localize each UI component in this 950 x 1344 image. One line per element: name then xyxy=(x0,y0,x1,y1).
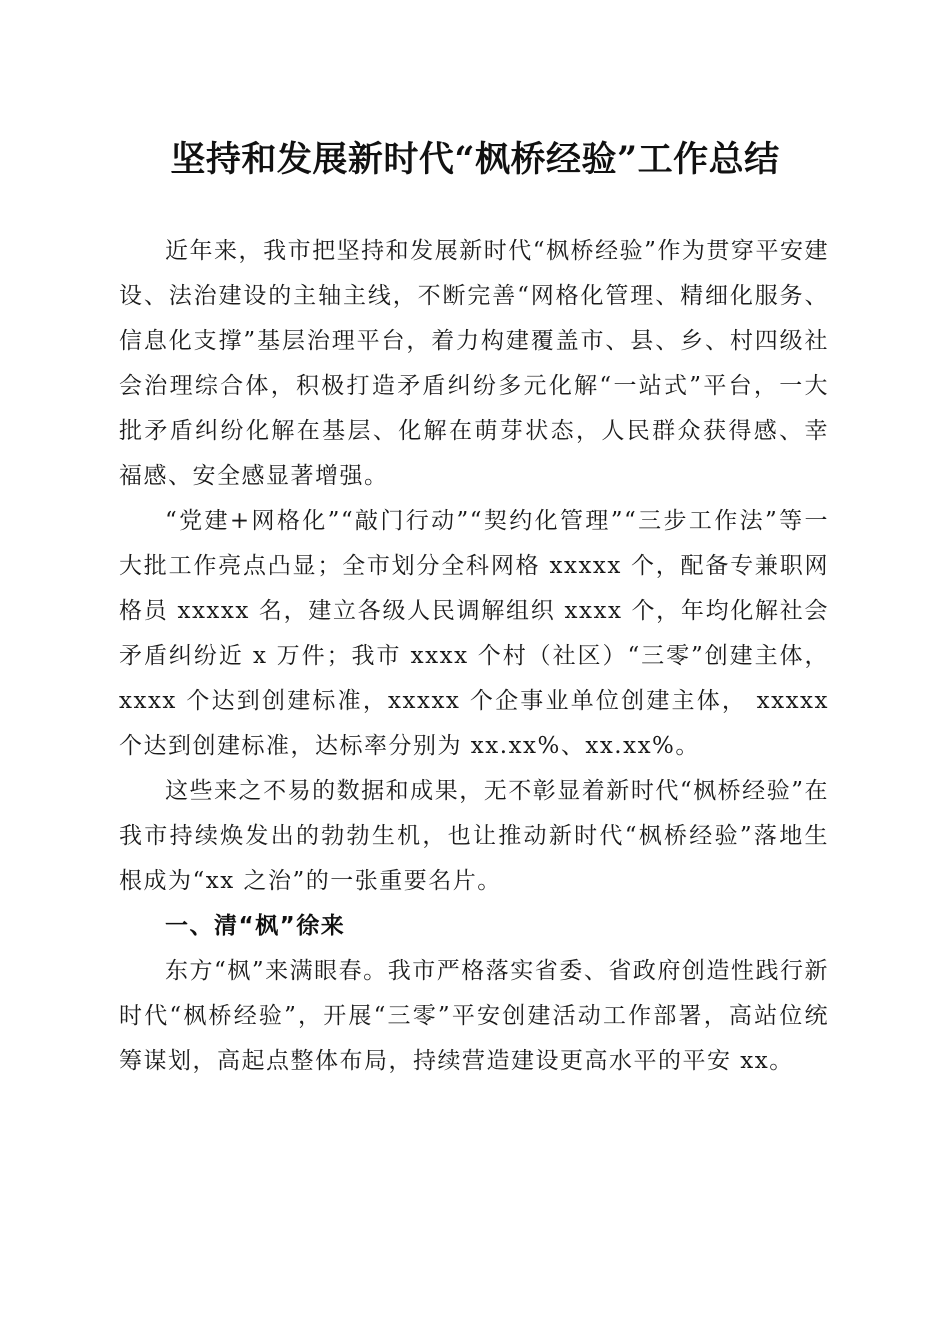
paragraph-achievements: “党建+网格化”“敲门行动”“契约化管理”“三步工作法”等一大批工作亮点凸显；全市划分全科网格 xxxxx 个，配备专兼职网格员 xxxxx 名，建立各级人民调解组织 xxxx 个，年均化解社会矛盾纠纷近 x 万件；我市 xxxx 个村（社区）“三零”创建主体，xxxx 个达到创建标准，xxxxx 个企事业单位创建主体， xxxxx 个达到创建标准，达标率分别为 xx.xx%、xx.xx%。 xyxy=(119,508,829,759)
document-body xyxy=(119,229,829,1084)
document-title: 坚持和发展新时代“枫桥经验”工作总结 xyxy=(170,139,780,180)
paragraph-intro: 近年来，我市把坚持和发展新时代“枫桥经验”作为贯穿平安建设、法治建设的主轴主线，不断完善“网格化管理、精细化服务、信息化支撑”基层治理平台，着力构建覆盖市、县、乡、村四级社会治理综合体，积极打造矛盾纠纷多元化解“一站式”平台，一大批矛盾纠纷化解在基层、化解在萌芽状态，人民群众获得感、幸福感、安全感显著增强。 xyxy=(119,238,829,489)
section-heading-1: 一、清“枫”徐来 xyxy=(165,913,346,939)
paragraph-section-1: 东方“枫”来满眼春。我市严格落实省委、省政府创造性践行新时代“枫桥经验”，开展“三零”平安创建活动工作部署，高站位统筹谋划，高起点整体布局，持续营造建设更高水平的平安 xx。 xyxy=(119,958,829,1074)
paragraph-significance: 这些来之不易的数据和成果，无不彰显着新时代“枫桥经验”在我市持续焕发出的勃勃生机，也让推动新时代“枫桥经验”落地生根成为“xx 之治”的一张重要名片。 xyxy=(119,778,829,894)
